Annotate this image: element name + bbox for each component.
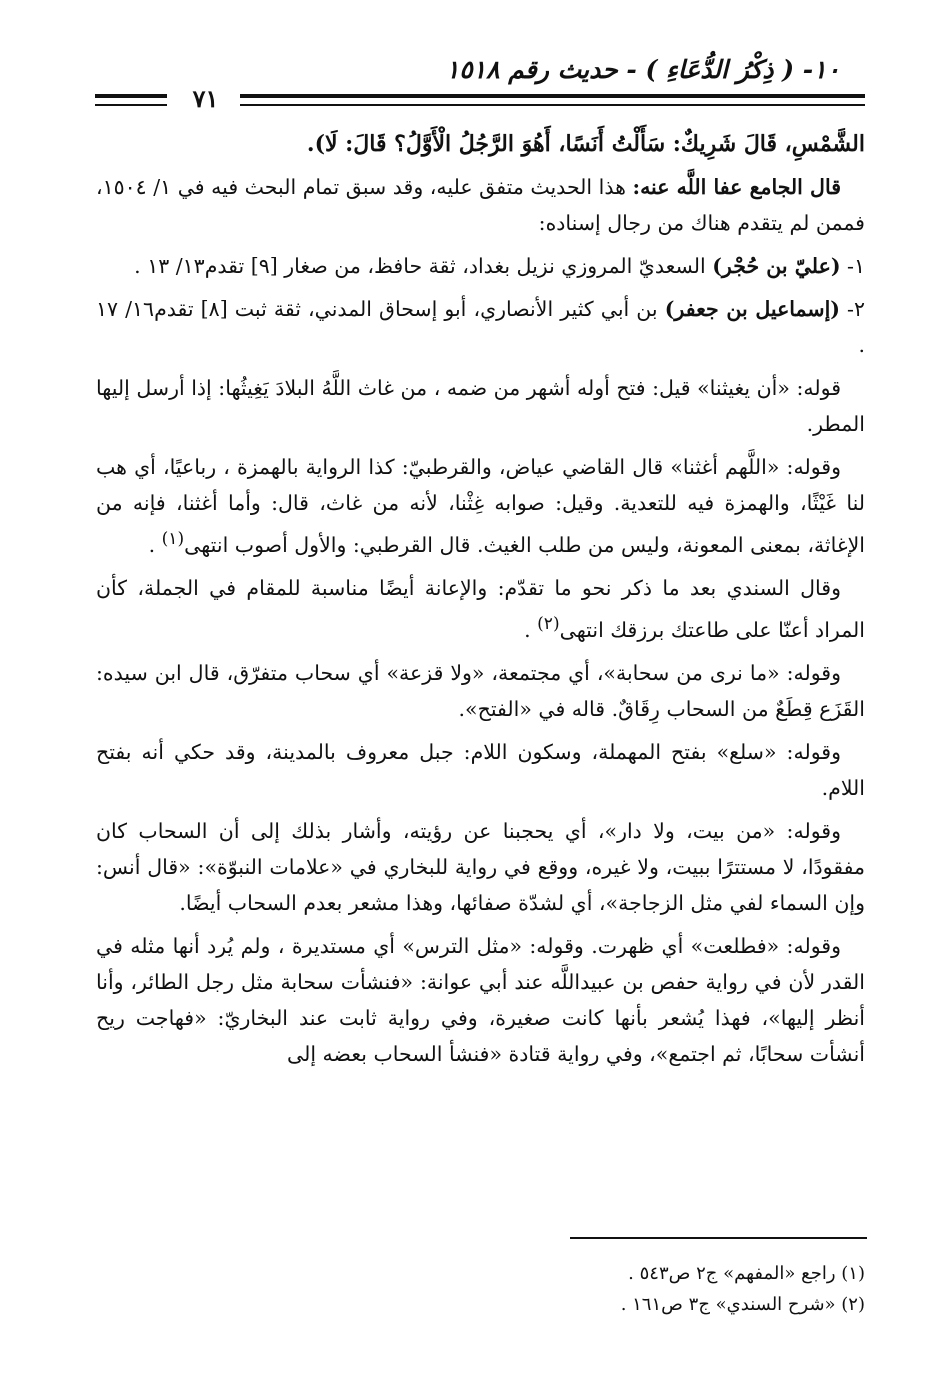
paragraph-end: . xyxy=(148,532,162,557)
paragraph-end: . xyxy=(524,617,538,642)
paragraph: وقوله: «ما نرى من سحابة»، أي مجتمعة، «ولا قزعة» أي سحاب متفرّق، قال ابن سيده: القَزَع قِطَعٌ من السحاب رِقَاقٌ. قاله في «الفتح». xyxy=(96,660,865,721)
footnotes xyxy=(96,1258,865,1320)
author-note-lead: قال الجامع عفا اللَّه عنه: xyxy=(632,175,841,199)
header-rule xyxy=(240,94,865,106)
paragraph xyxy=(96,570,865,648)
footnote-separator xyxy=(570,1237,867,1239)
narrator-number: ٢- xyxy=(839,297,865,321)
narrator-2 xyxy=(96,291,865,363)
narrator-number: ١- xyxy=(840,254,865,278)
narrator-name: (عليّ بن حُجْر) xyxy=(712,254,841,278)
footnote-2: (٢) «شرح السندي» ج٣ ص١٦١ . xyxy=(620,1294,865,1315)
main-text xyxy=(96,126,865,1079)
paragraph-author-note xyxy=(96,169,865,241)
running-title: ١٠- ( ذِكْرُ الدُّعَاءِ ) - حديث رقم ١٥١٨ xyxy=(445,55,840,84)
author-note-text: هذا الحديث متفق عليه، وقد سبق تمام البحث فيه في ١/ ١٥٠٤، فممن لم يتقدم هناك من رجال إسناده: xyxy=(96,175,865,235)
footnote-ref: (٢) xyxy=(537,613,560,634)
paragraph-text: وقال السندي بعد ما ذكر نحو ما تقدّم: والإعانة أيضًا مناسبة للمقام في الجملة، كأن المراد أعنّا على طاعتك برزقك انتهى xyxy=(96,575,865,642)
paragraph-text: وقوله: «اللَّهم أغثنا» قال القاضي عياض، والقرطبيّ: كذا الرواية بالهمزة ، رباعيًا، أي هب لنا غَيْثًا، والهمزة فيه للتعدية. وقيل: صوابه غِثْنا، لأنه من غاث، قال: وأما أغثنا، فإنه من الإغاثة، بمعنى المعونة، وليس من طلب الغيث. قال القرطبي: والأول أصوب انتهى xyxy=(96,455,865,557)
header-rule-short xyxy=(95,94,167,106)
narrator-details: بن أبي كثير الأنصاري، أبو إسحاق المدني، ثقة ثبت [٨] تقدم١٦/ ١٧ . xyxy=(96,297,865,357)
footnote-1: (١) راجع «المفهم» ج٢ ص٥٤٣ . xyxy=(628,1263,865,1284)
paragraph xyxy=(96,449,865,563)
narrator-name: (إسماعيل بن جعفر) xyxy=(664,297,840,321)
paragraph: قوله: «أن يغيثنا» قيل: فتح أوله أشهر من ضمه ، من غاث اللَّهُ البلادَ يَغِيثُها: إذا أرسل إليها المطر. xyxy=(96,376,865,436)
paragraph: وقوله: «فطلعت» أي ظهرت. وقوله: «مثل الترس» أي مستديرة ، ولم يُرد أنها مثله في القدر لأن في رواية حفص بن عبيداللَّه عند أبي عوانة: «فنشأت سحابة مثل رجل الطائر، وأنا أنظر إليها»، فهذا يُشعر بأنها كانت صغيرة، وفي رواية ثابت عند البخاريّ: «فهاجت ريح أنشأت سحابًا، ثم اجتمع»، وفي رواية قتادة «فنشأ السحاب بعضه إلى xyxy=(96,933,865,1066)
footnote-ref: (١) xyxy=(161,529,185,549)
narrator-1 xyxy=(96,248,865,284)
paragraph: وقوله: «سلع» بفتح المهملة، وسكون اللام: جبل معروف بالمدينة، وقد حكي أنه بفتح اللام. xyxy=(96,739,865,800)
narrator-details: السعديّ المروزي نزيل بغداد، ثقة حافظ، من صغار [٩] تقدم١٣/ ١٣ . xyxy=(134,254,713,278)
paragraph: وقوله: «من بيت، ولا دار»، أي يحجبنا عن رؤيته، وأشار بذلك إلى أن السحاب كان مفقودًا، لا مستترًا ببيت، ولا غيره، ووقع في رواية للبخاري في «علامات النبوّة»: «قال أنس: وإن السماء لفي مثل الزجاجة»، أي لشدّة صفائها، وهذا مشعر بعدم السحاب أيضًا. xyxy=(96,818,865,915)
page-number: ٧١ xyxy=(192,84,219,113)
hadith-text-end: الشَّمْسِ، قَالَ شَرِيكٌ: سَأَلْتُ أَنَسًا، أَهُوَ الرَّجُلُ الْأَوَّلُ؟ قَالَ: لَا). xyxy=(306,131,865,157)
